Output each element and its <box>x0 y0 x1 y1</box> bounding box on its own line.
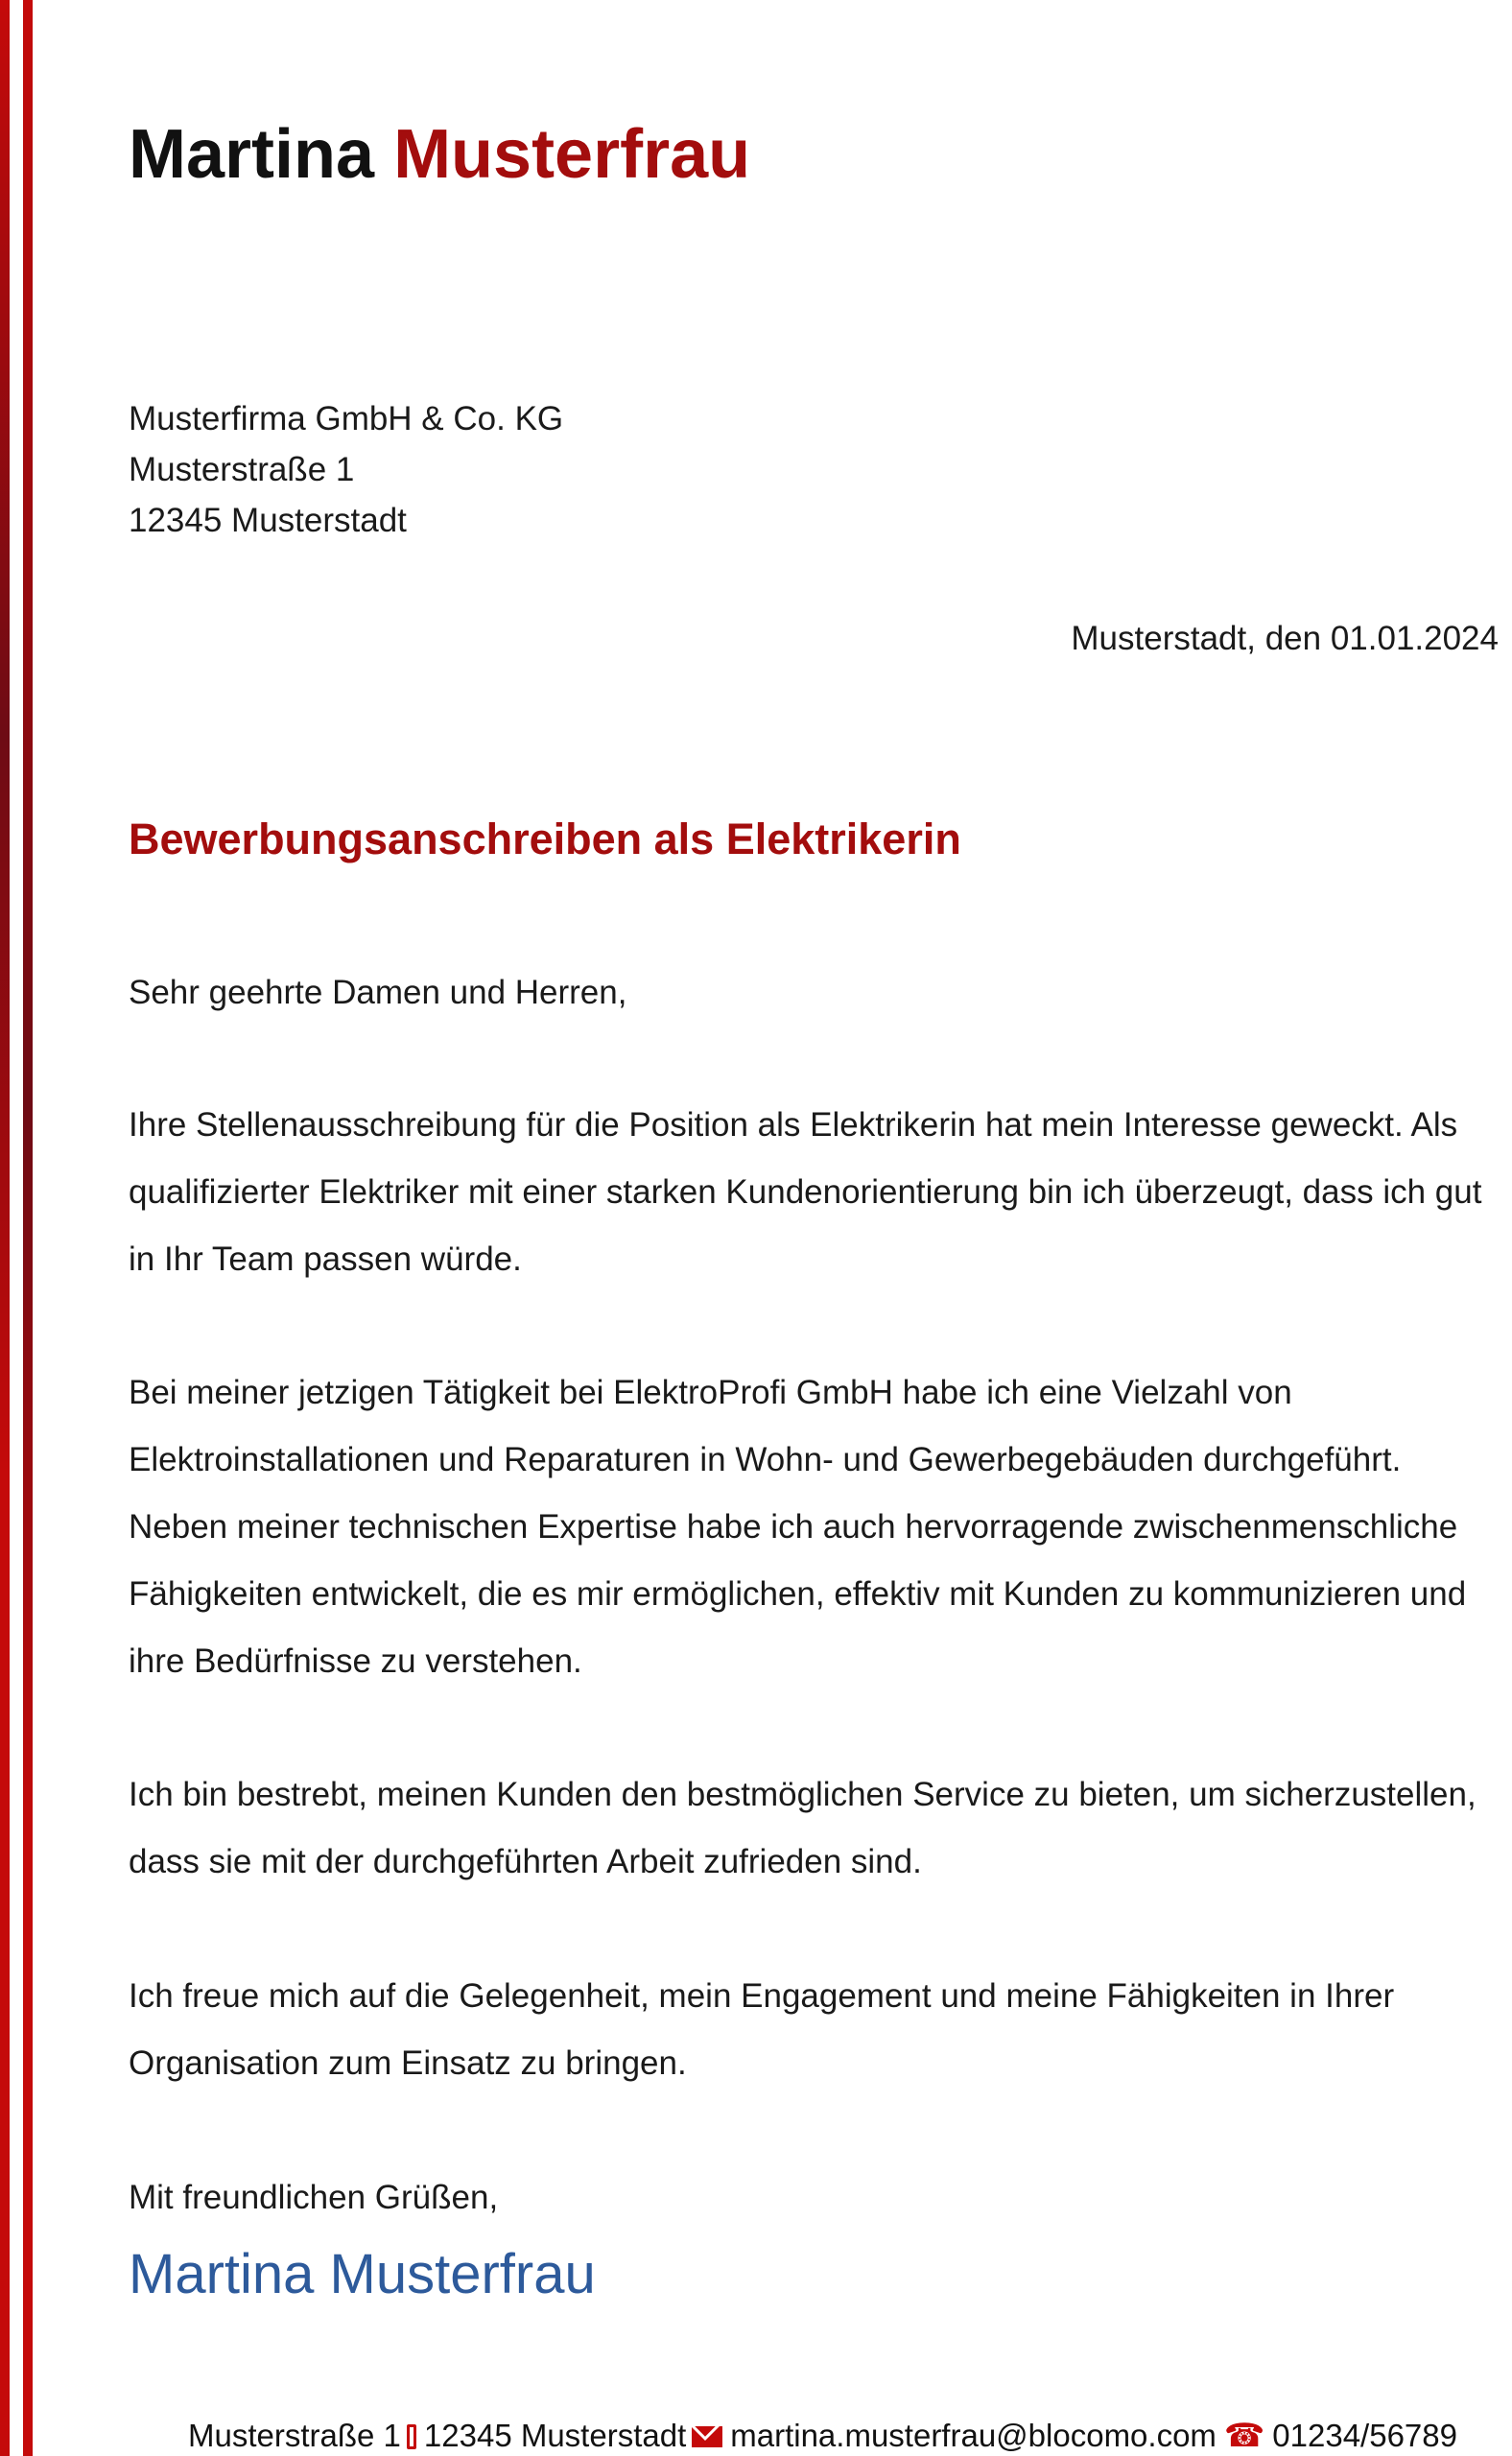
letter-subject: Bewerbungsanschreiben als Elektrikerin <box>129 815 961 863</box>
salutation: Sehr geehrte Damen und Herren, <box>129 974 627 1011</box>
sender-name-header <box>129 113 750 196</box>
location-icon <box>407 2424 416 2449</box>
date-line: Musterstadt, den 01.01.2024 <box>1071 620 1499 657</box>
decorative-bar-left <box>0 0 10 2456</box>
recipient-street: Musterstraße 1 <box>129 451 355 488</box>
paragraph-2: Bei meiner jetzigen Tätigkeit bei ElektroProfi GmbH habe ich eine Vielzahl von Elektroinstallationen und Reparaturen in Wohn- und Gewerbegebäuden durchgeführt. Neben meiner technischen Expertise habe ich auch hervorragende zwischenmenschliche Fähigkeiten entwickelt, die es mir ermöglichen, effektiv mit Kunden zu kommunizieren und ihre Bedürfnisse zu verstehen. <box>129 1374 1467 1680</box>
footer-phone[interactable]: 01234/56789 <box>1272 2418 1457 2453</box>
mail-icon <box>692 2426 722 2447</box>
closing: Mit freundlichen Grüßen, <box>129 2179 499 2216</box>
sender-first-name: Martina <box>129 116 375 193</box>
signature: Martina Musterfrau <box>129 2243 596 2305</box>
decorative-bar-right <box>23 0 33 2456</box>
footer-contact <box>188 2416 1457 2456</box>
paragraph-1: Ihre Stellenausschreibung für die Position als Elektrikerin hat mein Interesse geweckt. Als qualifizierter Elektriker mit einer starken Kundenorientierung bin ich überzeugt, dass ich gut in Ihr Team passen würde. <box>129 1106 1482 1278</box>
recipient-address <box>129 393 563 546</box>
sender-last-name: Musterfrau <box>393 116 751 193</box>
recipient-city: 12345 Musterstadt <box>129 502 407 539</box>
footer-email[interactable]: martina.musterfrau@blocomo.com <box>730 2418 1217 2453</box>
date-container <box>0 613 1499 664</box>
footer-city: 12345 Musterstadt <box>423 2418 687 2453</box>
paragraph-3: Ich bin bestrebt, meinen Kunden den bestmöglichen Service zu bieten, um sicherzustellen, dass sie mit der durchgeführten Arbeit zufrieden sind. <box>129 1776 1477 1880</box>
footer-street: Musterstraße 1 <box>188 2418 401 2453</box>
paragraph-4: Ich freue mich auf die Gelegenheit, mein Engagement und meine Fähigkeiten in Ihrer Organisation zum Einsatz zu bringen. <box>129 1977 1395 2082</box>
phone-icon: ☎ <box>1223 2418 1265 2454</box>
recipient-company: Musterfirma GmbH & Co. KG <box>129 400 564 437</box>
